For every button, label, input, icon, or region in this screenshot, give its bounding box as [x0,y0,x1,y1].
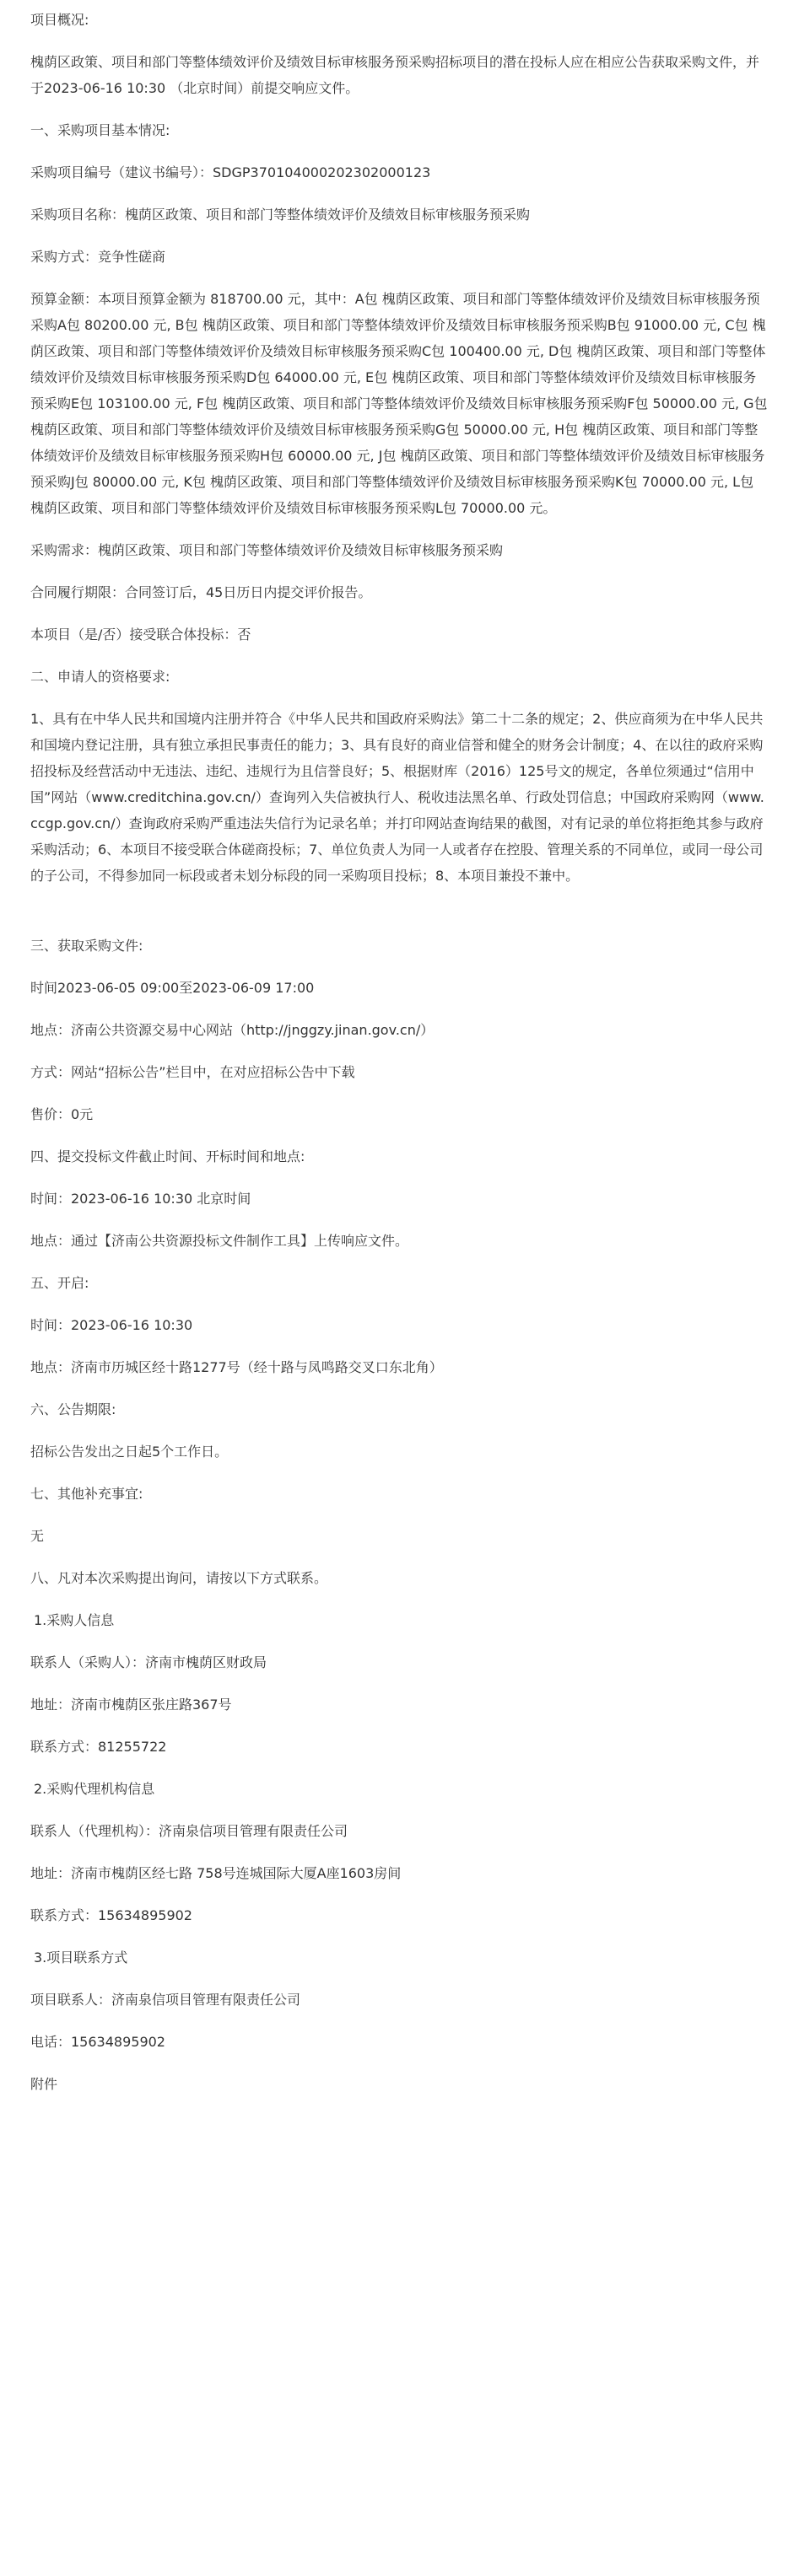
opening-place: 地点：济南市历城区经十路1277号（经十路与凤鸣路交叉口东北角） [30,1359,443,1375]
submission-deadline: 时间：2023-06-16 10:30 北京时间 [30,1191,251,1207]
purchaser-address: 地址：济南市槐荫区张庄路367号 [30,1697,232,1713]
overview-heading: 项目概况: [30,12,89,28]
section-2-heading: 二、申请人的资格要求: [30,669,170,685]
contract-period: 合同履行期限：合同签订后，45日历日内提交评价报告。 [30,584,372,600]
section-4-heading: 四、提交投标文件截止时间、开标时间和地点: [30,1148,305,1164]
budget-amount: 预算金额：本项目预算金额为 818700.00 元，其中：A包 槐荫区政策、项目和部门等整体绩效评价及绩效目标审核服务预采购A包 80200.00 元, B包 槐荫区政策、项目和部门等整体绩效评价及绩效目标审核服务预采购B包 91000.00 元, C包 槐荫区政策、项目和部门等整体绩效评价及绩效目标审核服务预采购C包 100400.00 元, D包 槐荫区政策、项目和部门等整体绩效评价及绩效目标审核服务预采购D包 64000.00 元, E包 槐荫区政策、项目和部门等整体绩效评价及绩效目标审核服务预采购E包 103100.00 元, F包 槐荫区政策、项目和部门等整体绩效评价及绩效目标审核服务预采购F包 50000.00 元, G包 槐荫区政策、项目和部门等整体绩效评价及绩效目标审核服务预采购G包 50000.00 元, H包 槐荫区政策、项目和部门等整体绩效评价及绩效目标审核服务预采购H包 60000.00 元, J包 槐荫区政策、项目和部门等整体绩效评价及绩效目标审核服务预采购J包 80000.00 元, K包 槐荫区政策、项目和部门等整体绩效评价及绩效目标审核服务预采购K包 70000.00 元, L包 槐荫区政策、项目和部门等整体绩效评价及绩效目标审核服务预采购L包 70000.00 元。 [30,291,772,516]
purchaser-info-heading: 1.采购人信息 [34,1612,115,1628]
qualification-requirements: 1、具有在中华人民共和国境内注册并符合《中华人民共和国政府采购法》第二十二条的规定；2、供应商须为在中华人民共和国境内登记注册，具有独立承担民事责任的能力；3、具有良好的商业信誉和健全的财务会计制度；4、在以往的政府采购招投标及经营活动中无违法、违纪、违规行为且信誉良好；5、根据财库（2016）125号文的规定，各单位须通过“信用中国”网站（www.creditchina.gov.cn/）查询列入失信被执行人、税收违法黑名单、行政处罚信息；中国政府采购网（www.ccgp.gov.cn/）查询政府采购严重违法失信行为记录名单；并打印网站查询结果的截图，对有记录的单位将拒绝其参与政府采购活动；6、本项目不接受联合体磋商投标；7、单位负责人为同一人或者存在控股、管理关系的不同单位，或同一母公司的子公司，不得参加同一标段或者未划分标段的同一采购项目投标；8、本项目兼投不兼中。 [30,711,764,884]
submission-place: 地点：通过【济南公共资源投标文件制作工具】上传响应文件。 [30,1233,409,1249]
notice-period: 招标公告发出之日起5个工作日。 [30,1444,229,1460]
project-contact-heading: 3.项目联系方式 [34,1949,128,1966]
section-5-heading: 五、开启: [30,1275,89,1291]
agency-phone: 联系方式：15634895902 [30,1907,192,1923]
section-3-heading: 三、获取采购文件: [30,938,143,954]
project-contact-phone: 电话：15634895902 [30,2034,165,2050]
opening-time: 时间：2023-06-16 10:30 [30,1317,193,1333]
section-7-heading: 七、其他补充事宜: [30,1486,143,1502]
document-get-place: 地点：济南公共资源交易中心网站（http://jnggzy.jinan.gov.cn/） [30,1022,435,1038]
agency-contact: 联系人（代理机构）：济南泉信项目管理有限责任公司 [30,1823,348,1839]
purchaser-contact: 联系人（采购人）：济南市槐荫区财政局 [30,1654,267,1670]
project-name: 采购项目名称：槐荫区政策、项目和部门等整体绩效评价及绩效目标审核服务预采购 [30,207,531,223]
project-number: 采购项目编号（建议书编号）：SDGP370104000202302000123 [30,164,431,180]
supplement-text: 无 [30,1528,45,1544]
consortium-policy: 本项目（是/否）接受联合体投标：否 [30,627,251,643]
project-contact-person: 项目联系人：济南泉信项目管理有限责任公司 [30,1992,301,2008]
section-1-heading: 一、采购项目基本情况: [30,122,170,138]
section-8-heading: 八、凡对本次采购提出询问，请按以下方式联系。 [30,1570,328,1586]
attachment-label: 附件 [30,2076,58,2092]
document-price: 售价：0元 [30,1106,94,1122]
document-get-time: 时间2023-06-05 09:00至2023-06-09 17:00 [30,980,315,996]
procurement-demand: 采购需求：槐荫区政策、项目和部门等整体绩效评价及绩效目标审核服务预采购 [30,542,504,558]
document-get-way: 方式：网站“招标公告”栏目中，在对应招标公告中下载 [30,1064,355,1080]
section-spacer [30,905,769,933]
procurement-method: 采购方式：竞争性磋商 [30,249,166,265]
purchaser-phone: 联系方式：81255722 [30,1739,167,1755]
agency-info-heading: 2.采购代理机构信息 [34,1781,155,1797]
overview-text: 槐荫区政策、项目和部门等整体绩效评价及绩效目标审核服务预采购招标项目的潜在投标人应在相应公告获取采购文件，并于2023-06-16 10:30 （北京时间）前提交响应文件。 [30,54,760,96]
agency-address: 地址：济南市槐荫区经七路 758号连城国际大厦A座1603房间 [30,1865,402,1881]
section-6-heading: 六、公告期限: [30,1401,116,1417]
